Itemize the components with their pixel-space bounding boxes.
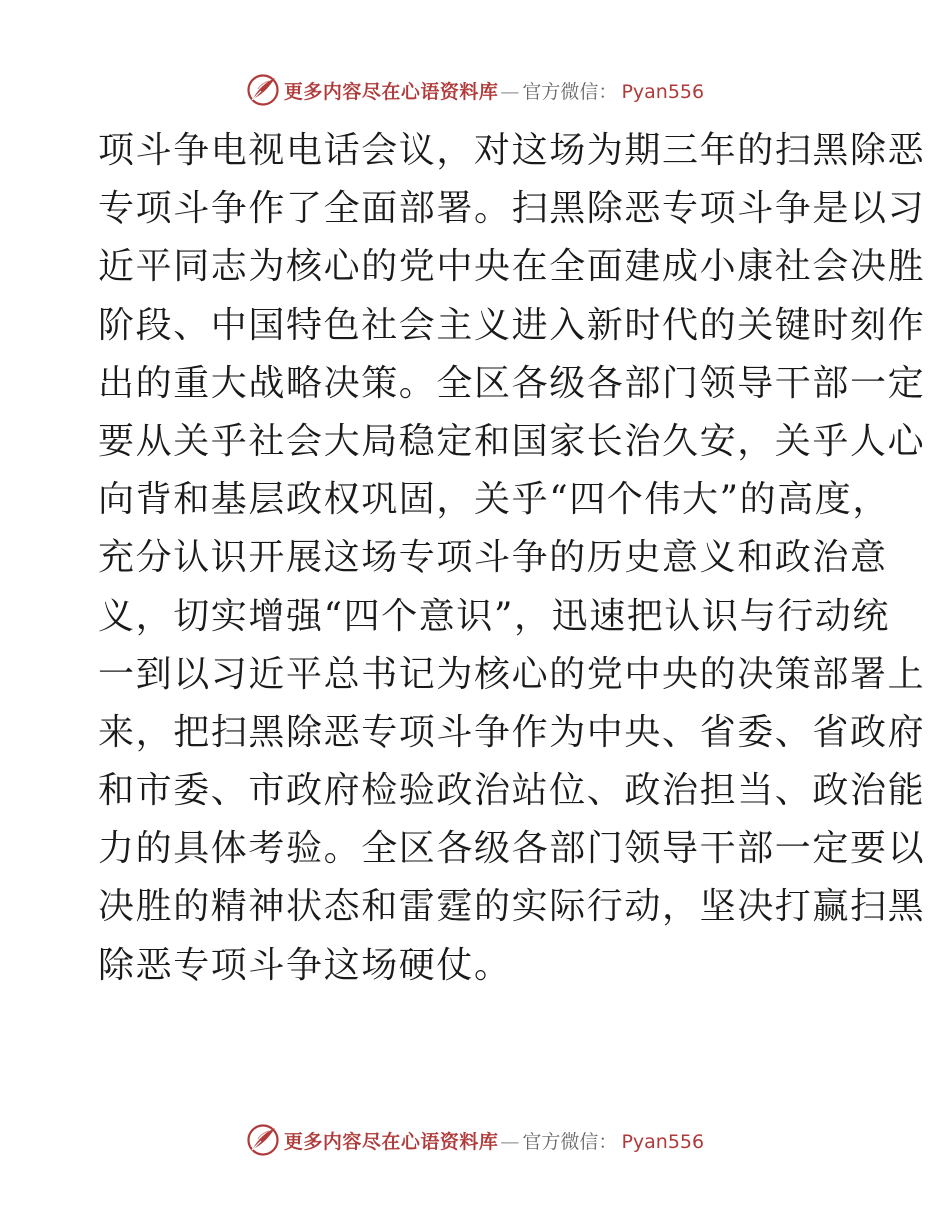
body-line: 要从关乎社会大局稳定和国家长治久安，关乎人心 (98, 420, 926, 462)
body-line: 向背和基层政权巩固，关乎“四个伟大”的高度， (98, 479, 891, 521)
body-line: 除恶专项斗争这场硬仗。 (98, 944, 512, 986)
body-line: 决胜的精神状态和雷霆的实际行动，坚决打赢扫黑 (98, 886, 926, 928)
banner-separator: — (500, 80, 520, 103)
footer-banner (0, 1120, 950, 1160)
body-line: 近平同志为核心的党中央在全面建成小康社会决胜 (98, 246, 926, 288)
body-line: 项斗争电视电话会议，对这场为期三年的扫黑除恶 (98, 130, 926, 171)
banner-wechat-id: Pyan556 (621, 80, 705, 103)
body-line: 充分认识开展这场专项斗争的历史意义和政治意 (98, 537, 888, 579)
banner-wechat-label: 官方微信： (522, 1130, 618, 1153)
body-line: 专项斗争作了全面部署。扫黑除恶专项斗争是以习 (98, 188, 926, 230)
body-line: 和市委、市政府检验政治站位、政治担当、政治能 (98, 770, 926, 812)
document-body (98, 122, 926, 995)
banner-separator: — (500, 1130, 520, 1153)
body-line: 一到以习近平总书记为核心的党中央的决策部署上 (98, 653, 926, 695)
feather-pen-logo-icon (246, 73, 280, 107)
body-line: 出的重大战略决策。全区各级各部门领导干部一定 (98, 362, 926, 404)
header-banner (0, 70, 950, 110)
body-line: 阶段、中国特色社会主义进入新时代的关键时刻作 (98, 304, 926, 346)
banner-wechat-id: Pyan556 (621, 1130, 705, 1153)
banner-site-name: 更多内容尽在心语资料库 (283, 1130, 499, 1153)
body-line: 义，切实增强“四个意识”，迅速把认识与行动统 (98, 595, 891, 637)
feather-pen-logo-icon (246, 1123, 280, 1157)
banner-wechat-label: 官方微信： (522, 80, 618, 103)
body-line: 来，把扫黑除恶专项斗争作为中央、省委、省政府 (98, 711, 926, 753)
banner-site-name: 更多内容尽在心语资料库 (283, 80, 499, 103)
body-line: 力的具体考验。全区各级各部门领导干部一定要以 (98, 828, 926, 870)
